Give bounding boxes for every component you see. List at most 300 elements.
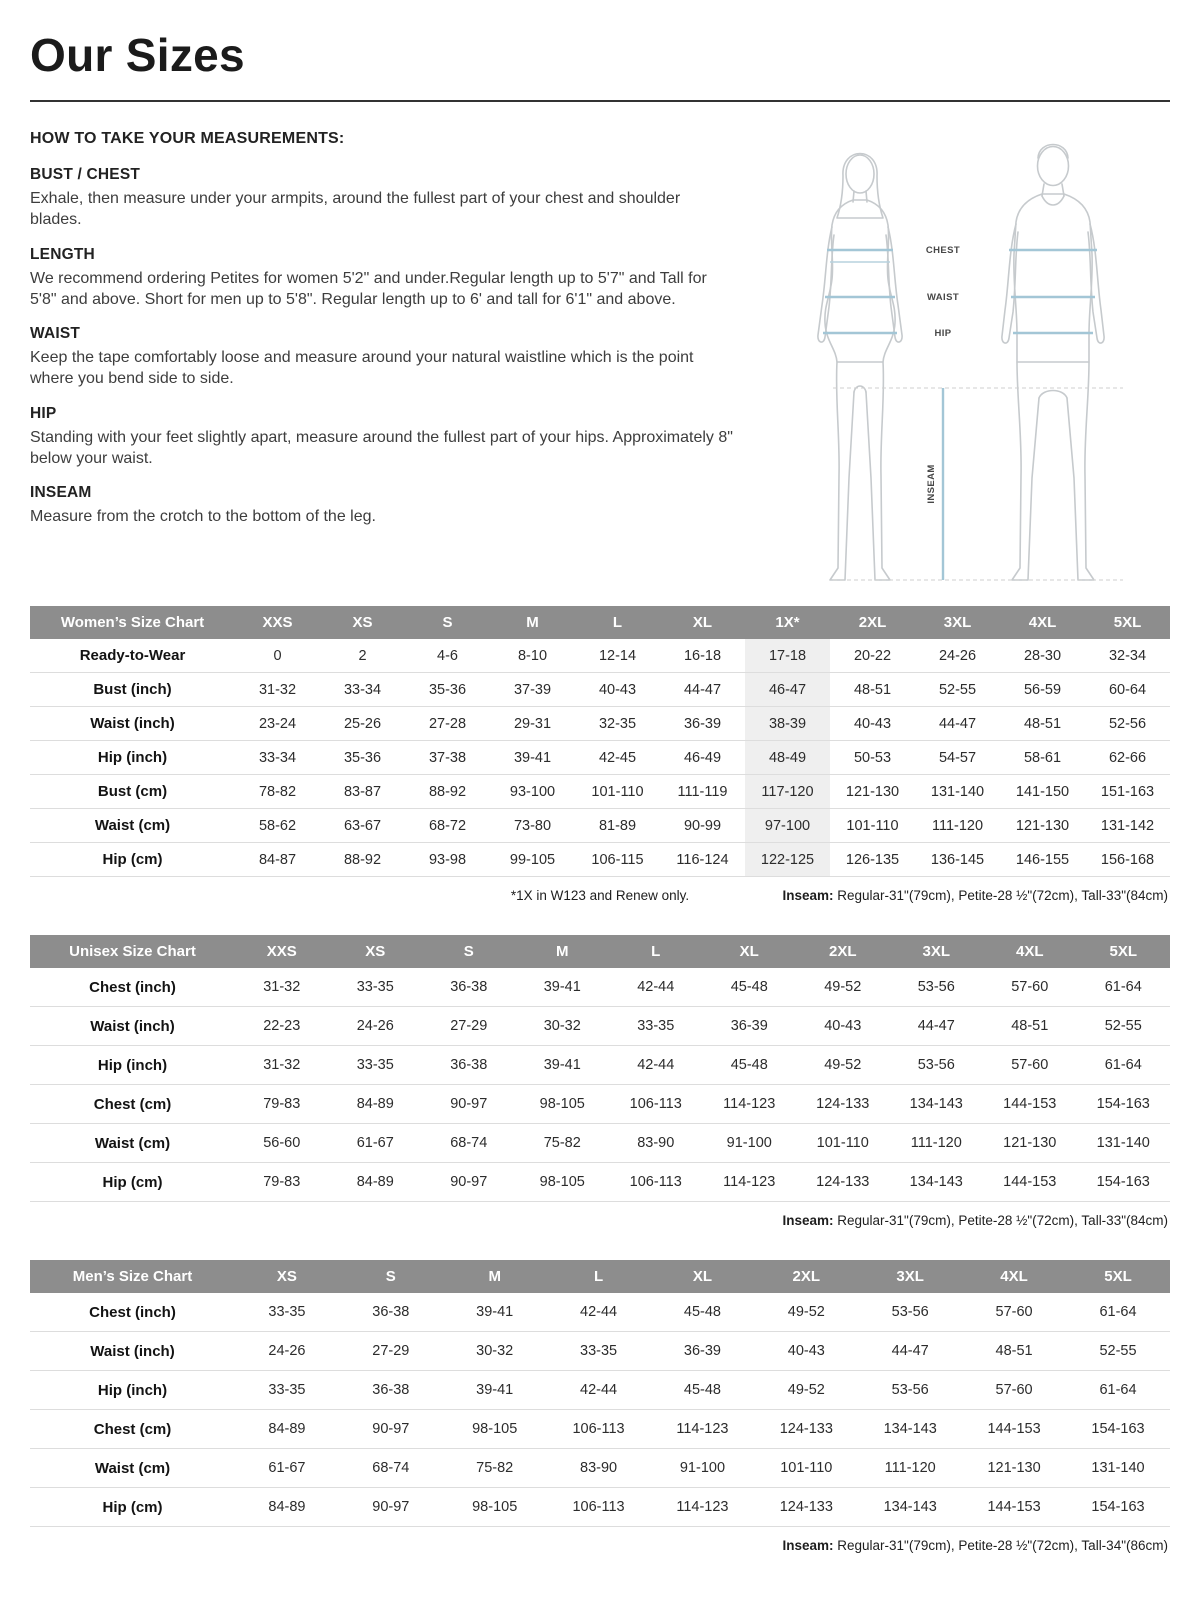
size-value: 111-120 bbox=[915, 809, 1000, 843]
size-value: 37-39 bbox=[490, 673, 575, 707]
size-value: 116-124 bbox=[660, 843, 745, 877]
size-value: 97-100 bbox=[745, 809, 830, 843]
inseam-note-label: Inseam: bbox=[782, 888, 834, 903]
table-row bbox=[30, 673, 1170, 707]
row-label: Waist (cm) bbox=[30, 809, 235, 843]
measurement-instructions-area bbox=[30, 130, 1170, 602]
size-value: 121-130 bbox=[830, 775, 915, 809]
size-value: 36-38 bbox=[422, 1046, 516, 1085]
size-value: 91-100 bbox=[651, 1449, 755, 1488]
size-value: 42-44 bbox=[609, 968, 703, 1007]
size-value: 36-39 bbox=[660, 707, 745, 741]
size-value: 106-113 bbox=[547, 1410, 651, 1449]
row-label: Chest (cm) bbox=[30, 1085, 235, 1124]
row-label: Hip (cm) bbox=[30, 843, 235, 877]
size-value: 23-24 bbox=[235, 707, 320, 741]
table-row bbox=[30, 1007, 1170, 1046]
size-value: 44-47 bbox=[890, 1007, 984, 1046]
table-row bbox=[30, 1332, 1170, 1371]
size-column-header: M bbox=[443, 1260, 547, 1293]
size-value: 58-62 bbox=[235, 809, 320, 843]
size-value: 20-22 bbox=[830, 639, 915, 673]
size-value: 124-133 bbox=[754, 1488, 858, 1527]
size-column-header: S bbox=[422, 935, 516, 968]
table-row bbox=[30, 1163, 1170, 1202]
size-value: 75-82 bbox=[516, 1124, 610, 1163]
size-value: 39-41 bbox=[516, 1046, 610, 1085]
one-x-footnote: *1X in W123 and Renew only. bbox=[510, 888, 690, 903]
size-value: 124-133 bbox=[796, 1163, 890, 1202]
size-column-header: 3XL bbox=[915, 606, 1000, 639]
size-value: 32-35 bbox=[575, 707, 660, 741]
size-value: 8-10 bbox=[490, 639, 575, 673]
inseam-note-text: Regular-31"(79cm), Petite-28 ½"(72cm), Tall-33"(84cm) bbox=[833, 1213, 1168, 1228]
size-value: 33-35 bbox=[329, 1046, 423, 1085]
size-value: 57-60 bbox=[962, 1293, 1066, 1332]
size-value: 30-32 bbox=[443, 1332, 547, 1371]
size-value: 57-60 bbox=[962, 1371, 1066, 1410]
size-value: 154-163 bbox=[1077, 1085, 1171, 1124]
size-value: 40-43 bbox=[575, 673, 660, 707]
size-value: 91-100 bbox=[703, 1124, 797, 1163]
section-body: Keep the tape comfortably loose and measure around your natural waistline which is the point where you bend side to side. bbox=[30, 349, 694, 388]
size-value: 141-150 bbox=[1000, 775, 1085, 809]
size-value: 24-26 bbox=[235, 1332, 339, 1371]
table-title: Men’s Size Chart bbox=[30, 1260, 235, 1293]
size-value: 33-35 bbox=[235, 1371, 339, 1410]
size-value: 49-52 bbox=[754, 1371, 858, 1410]
size-value: 151-163 bbox=[1085, 775, 1170, 809]
size-value: 42-44 bbox=[547, 1371, 651, 1410]
size-value: 52-55 bbox=[915, 673, 1000, 707]
size-value: 154-163 bbox=[1066, 1488, 1170, 1527]
size-value: 101-110 bbox=[575, 775, 660, 809]
size-value: 101-110 bbox=[754, 1449, 858, 1488]
size-value: 114-123 bbox=[703, 1163, 797, 1202]
size-value: 106-113 bbox=[609, 1085, 703, 1124]
size-value: 36-38 bbox=[339, 1371, 443, 1410]
table-row bbox=[30, 707, 1170, 741]
row-label: Waist (inch) bbox=[30, 1332, 235, 1371]
size-value: 61-64 bbox=[1066, 1293, 1170, 1332]
size-value: 88-92 bbox=[320, 843, 405, 877]
womens-size-chart-section bbox=[30, 606, 1170, 908]
size-value: 48-51 bbox=[962, 1332, 1066, 1371]
table-row bbox=[30, 1085, 1170, 1124]
page-title: Our Sizes bbox=[30, 29, 245, 81]
size-column-header: S bbox=[339, 1260, 443, 1293]
size-value: 114-123 bbox=[651, 1488, 755, 1527]
size-value: 53-56 bbox=[890, 968, 984, 1007]
table-row bbox=[30, 639, 1170, 673]
size-value: 52-55 bbox=[1077, 1007, 1171, 1046]
row-label: Waist (cm) bbox=[30, 1124, 235, 1163]
row-label: Waist (inch) bbox=[30, 707, 235, 741]
title-divider bbox=[30, 100, 1170, 102]
table-row bbox=[30, 1410, 1170, 1449]
size-value: 131-140 bbox=[1077, 1124, 1171, 1163]
size-value: 124-133 bbox=[754, 1410, 858, 1449]
size-value: 12-14 bbox=[575, 639, 660, 673]
size-column-header: XL bbox=[703, 935, 797, 968]
size-value: 56-59 bbox=[1000, 673, 1085, 707]
row-label: Hip (cm) bbox=[30, 1163, 235, 1202]
size-value: 90-97 bbox=[422, 1163, 516, 1202]
size-value: 156-168 bbox=[1085, 843, 1170, 877]
section-body: Exhale, then measure under your armpits, around the fullest part of your chest and shoulder blades. bbox=[30, 190, 681, 229]
section-bust-chest bbox=[30, 166, 735, 231]
section-body: Measure from the crotch to the bottom of the leg. bbox=[30, 508, 376, 526]
size-value: 48-49 bbox=[745, 741, 830, 775]
size-value: 35-36 bbox=[405, 673, 490, 707]
size-value: 136-145 bbox=[915, 843, 1000, 877]
size-value: 0 bbox=[235, 639, 320, 673]
size-value: 84-89 bbox=[235, 1410, 339, 1449]
size-value: 31-32 bbox=[235, 673, 320, 707]
size-value: 114-123 bbox=[651, 1410, 755, 1449]
section-title: WAIST bbox=[30, 325, 81, 343]
waist-label: WAIST bbox=[926, 292, 959, 303]
size-value: 33-35 bbox=[329, 968, 423, 1007]
size-value: 44-47 bbox=[660, 673, 745, 707]
size-value: 61-64 bbox=[1077, 968, 1171, 1007]
size-value: 31-32 bbox=[235, 968, 329, 1007]
mens-chart-footnotes bbox=[30, 1538, 1170, 1558]
size-column-header: 2XL bbox=[796, 935, 890, 968]
size-value: 57-60 bbox=[983, 968, 1077, 1007]
size-value: 60-64 bbox=[1085, 673, 1170, 707]
size-value: 121-130 bbox=[1000, 809, 1085, 843]
size-value: 124-133 bbox=[796, 1085, 890, 1124]
table-header-row bbox=[30, 935, 1170, 968]
size-value: 33-35 bbox=[235, 1293, 339, 1332]
size-value: 54-57 bbox=[915, 741, 1000, 775]
table-row bbox=[30, 843, 1170, 877]
size-column-header: 4XL bbox=[983, 935, 1077, 968]
size-value: 39-41 bbox=[443, 1371, 547, 1410]
size-value: 61-67 bbox=[329, 1124, 423, 1163]
size-value: 90-97 bbox=[339, 1488, 443, 1527]
table-header-row bbox=[30, 1260, 1170, 1293]
size-column-header: M bbox=[490, 606, 575, 639]
size-column-header: XS bbox=[329, 935, 423, 968]
size-value: 101-110 bbox=[830, 809, 915, 843]
measurements-heading: HOW TO TAKE YOUR MEASUREMENTS: bbox=[30, 130, 345, 147]
size-value: 24-26 bbox=[329, 1007, 423, 1046]
unisex-chart-footnotes bbox=[30, 1213, 1170, 1233]
size-value: 39-41 bbox=[443, 1293, 547, 1332]
table-row bbox=[30, 1371, 1170, 1410]
size-value: 79-83 bbox=[235, 1163, 329, 1202]
size-value: 99-105 bbox=[490, 843, 575, 877]
row-label: Waist (cm) bbox=[30, 1449, 235, 1488]
size-value: 144-153 bbox=[983, 1085, 1077, 1124]
section-hip bbox=[30, 405, 735, 470]
size-column-header: M bbox=[516, 935, 610, 968]
size-column-header: XS bbox=[320, 606, 405, 639]
size-value: 111-120 bbox=[858, 1449, 962, 1488]
size-value: 78-82 bbox=[235, 775, 320, 809]
size-value: 27-29 bbox=[422, 1007, 516, 1046]
size-value: 114-123 bbox=[703, 1085, 797, 1124]
size-value: 106-113 bbox=[547, 1488, 651, 1527]
size-value: 83-87 bbox=[320, 775, 405, 809]
size-value: 90-99 bbox=[660, 809, 745, 843]
row-label: Chest (inch) bbox=[30, 1293, 235, 1332]
mens-inseam-note bbox=[782, 1538, 1168, 1553]
row-label: Bust (inch) bbox=[30, 673, 235, 707]
size-value: 44-47 bbox=[915, 707, 1000, 741]
size-column-header: L bbox=[575, 606, 660, 639]
size-value: 62-66 bbox=[1085, 741, 1170, 775]
size-value: 122-125 bbox=[745, 843, 830, 877]
size-value: 39-41 bbox=[490, 741, 575, 775]
size-column-header: 2XL bbox=[754, 1260, 858, 1293]
size-value: 33-35 bbox=[609, 1007, 703, 1046]
size-value: 39-41 bbox=[516, 968, 610, 1007]
size-value: 131-140 bbox=[1066, 1449, 1170, 1488]
size-value: 117-120 bbox=[745, 775, 830, 809]
size-value: 131-140 bbox=[915, 775, 1000, 809]
row-label: Bust (cm) bbox=[30, 775, 235, 809]
size-value: 154-163 bbox=[1077, 1163, 1171, 1202]
size-value: 73-80 bbox=[490, 809, 575, 843]
size-value: 134-143 bbox=[858, 1410, 962, 1449]
unisex-size-chart-section bbox=[30, 935, 1170, 1233]
size-value: 28-30 bbox=[1000, 639, 1085, 673]
size-value: 49-52 bbox=[796, 968, 890, 1007]
row-label: Hip (inch) bbox=[30, 1371, 235, 1410]
size-value: 57-60 bbox=[983, 1046, 1077, 1085]
size-value: 36-38 bbox=[422, 968, 516, 1007]
section-length bbox=[30, 246, 735, 311]
size-column-header: XL bbox=[651, 1260, 755, 1293]
size-value: 4-6 bbox=[405, 639, 490, 673]
inseam-note-text: Regular-31"(79cm), Petite-28 ½"(72cm), Tall-33"(84cm) bbox=[833, 888, 1168, 903]
section-body: We recommend ordering Petites for women 5'2" and under.Regular length up to 5'7" and Tall for 5'8" and above. Short for men up to 5'8". Regular length up to 6' and tall for 6'1" and above. bbox=[30, 269, 707, 308]
size-value: 45-48 bbox=[651, 1293, 755, 1332]
size-value: 144-153 bbox=[962, 1488, 1066, 1527]
size-value: 48-51 bbox=[830, 673, 915, 707]
size-value: 40-43 bbox=[830, 707, 915, 741]
size-value: 121-130 bbox=[983, 1124, 1077, 1163]
size-value: 88-92 bbox=[405, 775, 490, 809]
size-value: 35-36 bbox=[320, 741, 405, 775]
size-value: 93-98 bbox=[405, 843, 490, 877]
size-value: 58-61 bbox=[1000, 741, 1085, 775]
hip-label: HIP bbox=[933, 328, 952, 339]
size-value: 111-119 bbox=[660, 775, 745, 809]
size-value: 37-38 bbox=[405, 741, 490, 775]
size-value: 75-82 bbox=[443, 1449, 547, 1488]
table-row bbox=[30, 1046, 1170, 1085]
size-value: 53-56 bbox=[858, 1371, 962, 1410]
section-waist bbox=[30, 325, 735, 390]
table-row bbox=[30, 968, 1170, 1007]
size-value: 48-51 bbox=[1000, 707, 1085, 741]
size-value: 61-67 bbox=[235, 1449, 339, 1488]
size-value: 36-39 bbox=[703, 1007, 797, 1046]
size-value: 33-35 bbox=[547, 1332, 651, 1371]
size-value: 84-87 bbox=[235, 843, 320, 877]
mens-size-chart-section bbox=[30, 1260, 1170, 1558]
size-column-header: 2XL bbox=[830, 606, 915, 639]
size-value: 84-89 bbox=[329, 1085, 423, 1124]
chest-label: CHEST bbox=[925, 245, 960, 256]
size-value: 46-47 bbox=[745, 673, 830, 707]
size-column-header: L bbox=[547, 1260, 651, 1293]
female-figure-outline bbox=[817, 154, 901, 581]
womens-inseam-note bbox=[782, 888, 1168, 903]
size-column-header: 5XL bbox=[1077, 935, 1171, 968]
size-value: 146-155 bbox=[1000, 843, 1085, 877]
measurement-instructions bbox=[30, 130, 755, 542]
row-label: Waist (inch) bbox=[30, 1007, 235, 1046]
size-value: 45-48 bbox=[703, 1046, 797, 1085]
size-value: 25-26 bbox=[320, 707, 405, 741]
size-value: 52-56 bbox=[1085, 707, 1170, 741]
size-value: 83-90 bbox=[547, 1449, 651, 1488]
size-value: 84-89 bbox=[235, 1488, 339, 1527]
inseam-note-text: Regular-31"(79cm), Petite-28 ½"(72cm), Tall-34"(86cm) bbox=[833, 1538, 1168, 1553]
size-value: 154-163 bbox=[1066, 1410, 1170, 1449]
size-value: 49-52 bbox=[754, 1293, 858, 1332]
size-value: 33-34 bbox=[235, 741, 320, 775]
size-value: 90-97 bbox=[339, 1410, 443, 1449]
section-inseam bbox=[30, 484, 735, 527]
size-value: 61-64 bbox=[1066, 1371, 1170, 1410]
size-value: 17-18 bbox=[745, 639, 830, 673]
size-value: 16-18 bbox=[660, 639, 745, 673]
size-value: 36-39 bbox=[651, 1332, 755, 1371]
size-value: 111-120 bbox=[890, 1124, 984, 1163]
mens-size-chart-table bbox=[30, 1260, 1170, 1527]
table-row bbox=[30, 1124, 1170, 1163]
size-column-header: XXS bbox=[235, 935, 329, 968]
size-value: 144-153 bbox=[983, 1163, 1077, 1202]
size-column-header: S bbox=[405, 606, 490, 639]
size-value: 63-67 bbox=[320, 809, 405, 843]
size-value: 83-90 bbox=[609, 1124, 703, 1163]
size-value: 93-100 bbox=[490, 775, 575, 809]
size-value: 22-23 bbox=[235, 1007, 329, 1046]
inseam-label: INSEAM bbox=[925, 464, 937, 504]
table-row bbox=[30, 1293, 1170, 1332]
inseam-note-label: Inseam: bbox=[782, 1213, 834, 1228]
size-value: 45-48 bbox=[703, 968, 797, 1007]
row-label: Hip (inch) bbox=[30, 1046, 235, 1085]
womens-chart-footnotes bbox=[30, 888, 1170, 908]
section-title: INSEAM bbox=[30, 484, 92, 502]
size-value: 106-115 bbox=[575, 843, 660, 877]
size-value: 31-32 bbox=[235, 1046, 329, 1085]
size-value: 98-105 bbox=[516, 1085, 610, 1124]
size-value: 98-105 bbox=[443, 1410, 547, 1449]
table-title: Women’s Size Chart bbox=[30, 606, 235, 639]
size-value: 121-130 bbox=[962, 1449, 1066, 1488]
size-value: 79-83 bbox=[235, 1085, 329, 1124]
size-value: 61-64 bbox=[1077, 1046, 1171, 1085]
size-value: 29-31 bbox=[490, 707, 575, 741]
size-value: 27-28 bbox=[405, 707, 490, 741]
measurement-diagram bbox=[755, 130, 1170, 602]
size-column-header: 4XL bbox=[962, 1260, 1066, 1293]
size-value: 45-48 bbox=[651, 1371, 755, 1410]
size-value: 131-142 bbox=[1085, 809, 1170, 843]
size-column-header: 3XL bbox=[890, 935, 984, 968]
section-title: LENGTH bbox=[30, 245, 95, 263]
size-value: 53-56 bbox=[858, 1293, 962, 1332]
size-value: 38-39 bbox=[745, 707, 830, 741]
row-label: Hip (inch) bbox=[30, 741, 235, 775]
row-label: Chest (inch) bbox=[30, 968, 235, 1007]
size-value: 126-135 bbox=[830, 843, 915, 877]
size-column-header: L bbox=[609, 935, 703, 968]
section-title: HIP bbox=[30, 404, 57, 422]
size-value: 144-153 bbox=[962, 1410, 1066, 1449]
size-value: 40-43 bbox=[754, 1332, 858, 1371]
size-value: 40-43 bbox=[796, 1007, 890, 1046]
table-title: Unisex Size Chart bbox=[30, 935, 235, 968]
table-header-row bbox=[30, 606, 1170, 639]
table-row bbox=[30, 775, 1170, 809]
size-value: 68-74 bbox=[339, 1449, 443, 1488]
size-value: 106-113 bbox=[609, 1163, 703, 1202]
size-value: 56-60 bbox=[235, 1124, 329, 1163]
size-value: 2 bbox=[320, 639, 405, 673]
size-value: 24-26 bbox=[915, 639, 1000, 673]
size-value: 84-89 bbox=[329, 1163, 423, 1202]
row-label: Hip (cm) bbox=[30, 1488, 235, 1527]
womens-size-chart-table bbox=[30, 606, 1170, 877]
size-value: 68-72 bbox=[405, 809, 490, 843]
size-value: 27-29 bbox=[339, 1332, 443, 1371]
size-value: 81-89 bbox=[575, 809, 660, 843]
size-column-header: XS bbox=[235, 1260, 339, 1293]
size-value: 46-49 bbox=[660, 741, 745, 775]
size-value: 42-45 bbox=[575, 741, 660, 775]
size-column-header: XXS bbox=[235, 606, 320, 639]
size-value: 30-32 bbox=[516, 1007, 610, 1046]
table-row bbox=[30, 1449, 1170, 1488]
size-column-header: XL bbox=[660, 606, 745, 639]
size-value: 98-105 bbox=[443, 1488, 547, 1527]
body-measurement-illustration bbox=[773, 132, 1153, 602]
size-column-header: 3XL bbox=[858, 1260, 962, 1293]
size-value: 32-34 bbox=[1085, 639, 1170, 673]
size-value: 49-52 bbox=[796, 1046, 890, 1085]
size-value: 44-47 bbox=[858, 1332, 962, 1371]
size-value: 52-55 bbox=[1066, 1332, 1170, 1371]
size-value: 42-44 bbox=[547, 1293, 651, 1332]
size-value: 42-44 bbox=[609, 1046, 703, 1085]
row-label: Chest (cm) bbox=[30, 1410, 235, 1449]
row-label: Ready-to-Wear bbox=[30, 639, 235, 673]
size-column-header: 5XL bbox=[1066, 1260, 1170, 1293]
unisex-size-chart-table bbox=[30, 935, 1170, 1202]
table-row bbox=[30, 809, 1170, 843]
table-row bbox=[30, 741, 1170, 775]
size-column-header: 1X* bbox=[745, 606, 830, 639]
inseam-note-label: Inseam: bbox=[782, 1538, 834, 1553]
size-value: 68-74 bbox=[422, 1124, 516, 1163]
size-value: 36-38 bbox=[339, 1293, 443, 1332]
size-value: 134-143 bbox=[858, 1488, 962, 1527]
size-value: 50-53 bbox=[830, 741, 915, 775]
size-value: 98-105 bbox=[516, 1163, 610, 1202]
size-column-header: 5XL bbox=[1085, 606, 1170, 639]
male-figure-outline bbox=[1001, 145, 1103, 581]
